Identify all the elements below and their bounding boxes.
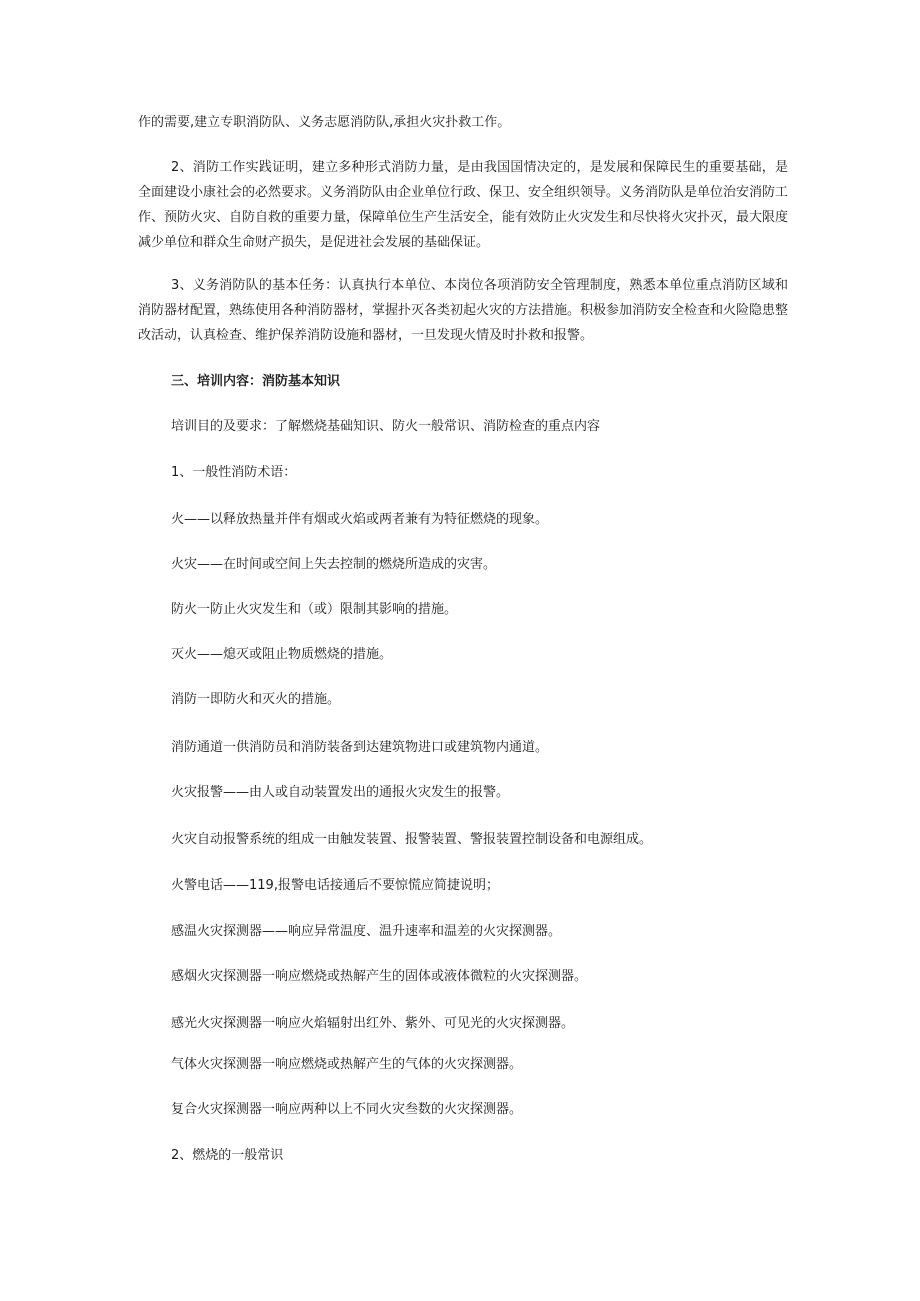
term-item: 复合火灾探测器一响应两种以上不同火灾叁数的火灾探测器。 bbox=[171, 1102, 523, 1117]
paragraph-continued: 作的需要,建立专职消防队、义务志愿消防队,承担火灾扑救工作。 bbox=[138, 115, 511, 130]
term-item: 火灾自动报警系统的组成一由触发装置、报警装置、警报装置控制设备和电源组成。 bbox=[171, 832, 653, 847]
term-item: 感烟火灾探测器一响应燃烧或热解产生的固体或液体微粒的火灾探测器。 bbox=[171, 969, 588, 984]
term-item: 火警电话——119,报警电话接通后不要惊慌应简捷说明； bbox=[171, 878, 499, 893]
term-item: 消防通道一供消防员和消防装备到达建筑物进口或建筑物内通道。 bbox=[171, 740, 549, 755]
subheading-combustion: 2、燃烧的一般常识 bbox=[171, 1148, 284, 1163]
training-goal: 培训目的及要求：了解燃烧基础知识、防火一般常识、消防检查的重点内容 bbox=[171, 419, 601, 434]
term-item: 火灾——在时间或空间上失去控制的燃烧所造成的灾害。 bbox=[171, 557, 497, 572]
term-item: 气体火灾探测器一响应燃烧或热解产生的气体的火灾探测器。 bbox=[171, 1057, 523, 1072]
paragraph-3: 3、义务消防队的基本任务：认真执行本单位、本岗位各项消防安全管理制度，熟悉本单位重点消防区域和消防器材配置，熟练使用各种消防器材，掌握扑灭各类初起火灾的方法措施。积极参加消防安全检查和火险隐患整改活动，认真检查、维护保养消防设施和器材，一旦发现火情及时扑救和报警。 bbox=[138, 278, 789, 343]
term-item: 火灾报警——由人或自动装置发出的通报火灾发生的报警。 bbox=[171, 785, 510, 800]
term-item: 灭火——熄灭或阻止物质燃烧的措施。 bbox=[171, 647, 393, 662]
term-item: 感温火灾探测器——响应异常温度、温升速率和温差的火灾探测器。 bbox=[171, 924, 562, 939]
paragraph-2: 2、消防工作实践证明，建立多种形式消防力量，是由我国国情决定的，是发展和保障民生的重要基础，是全面建设小康社会的必然要求。义务消防队由企业单位行政、保卫、安全组织领导。义务消防队是单位治安消防工作、预防火灾、自防自救的重要力量，保障单位生产生活安全，能有效防止火灾发生和尽快将火灾扑灭，最大限度减少单位和群众生命财产损失，是促进社会发展的基础保证。 bbox=[138, 160, 789, 250]
term-item: 火——以释放热量并伴有烟或火焰或两者兼有为特征燃烧的现象。 bbox=[171, 512, 549, 527]
section-heading: 三、培训内容：消防基本知识 bbox=[171, 374, 341, 389]
term-item: 防火一防止火灾发生和（或）限制其影响的措施。 bbox=[171, 602, 458, 617]
term-item: 感光火灾探测器一响应火焰辐射出红外、紫外、可见光的火灾探测器。 bbox=[171, 1016, 575, 1031]
subheading-terms: 1、一般性消防术语： bbox=[171, 465, 297, 480]
term-item: 消防一即防火和灭火的措施。 bbox=[171, 692, 341, 707]
